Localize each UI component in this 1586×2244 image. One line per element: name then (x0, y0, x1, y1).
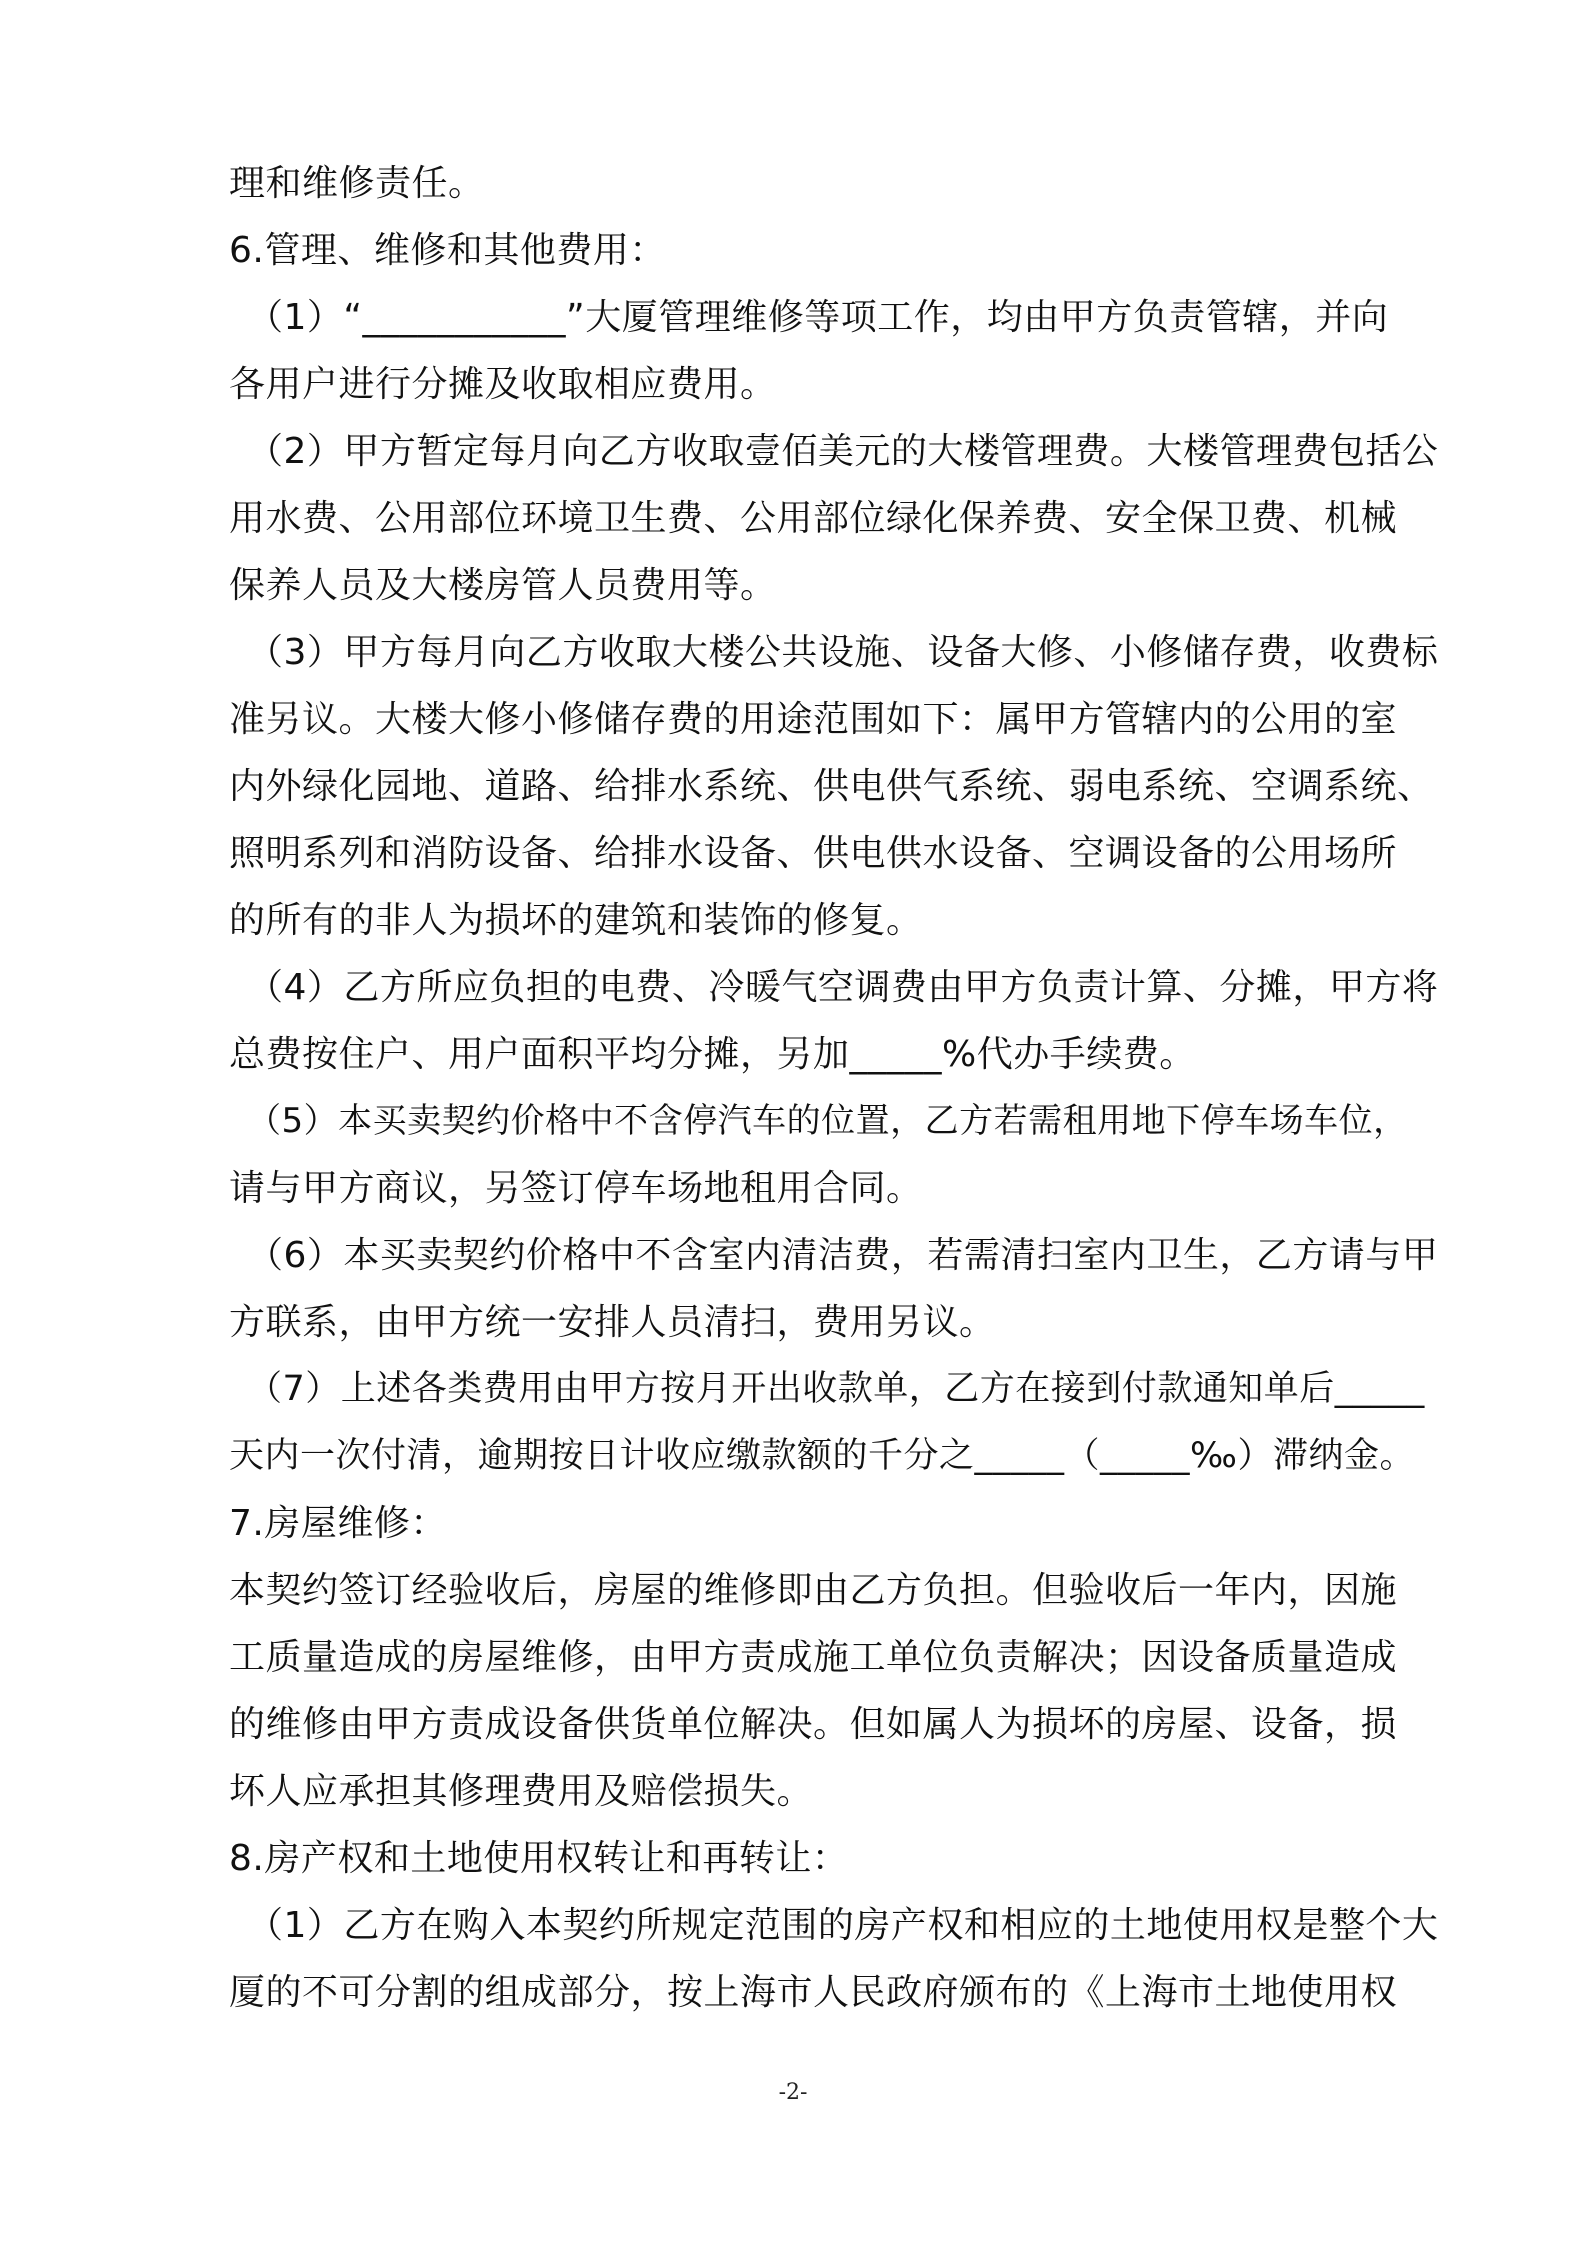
section-heading: 7.房屋维修： (229, 1503, 447, 1544)
text-line: 天内一次付清，逾期按日计收应缴款额的千分之_____（_____‰）滞纳金。 (229, 1436, 1415, 1476)
text-line: 理和维修责任。 (229, 163, 485, 204)
text-line: 坏人应承担其修理费用及赔偿损失。 (229, 1771, 814, 1812)
document-body (229, 150, 1439, 2026)
text-line: （7）上述各类费用由甲方按月开出收款单，乙方在接到付款通知单后_____ (247, 1369, 1425, 1409)
text-line: （2）甲方暂定每月向乙方收取壹佰美元的大楼管理费。大楼管理费包括公 (247, 431, 1439, 472)
text-line: 的所有的非人为损坏的建筑和装饰的修复。 (229, 900, 923, 941)
text-line: 保养人员及大楼房管人员费用等。 (229, 565, 777, 606)
text-line: 工质量造成的房屋维修，由甲方责成施工单位负责解决；因设备质量造成 (229, 1637, 1398, 1678)
text-line: （4）乙方所应负担的电费、冷暖气空调费由甲方负责计算、分摊，甲方将 (247, 967, 1439, 1008)
text-line: 方联系，由甲方统一安排人员清扫，费用另议。 (229, 1302, 996, 1343)
text-line: （1）“___________”大厦管理维修等项工作，均由甲方负责管辖，并向 (247, 297, 1389, 338)
text-line: 各用户进行分摊及收取相应费用。 (229, 364, 777, 405)
text-line: （1）乙方在购入本契约所规定范围的房产权和相应的土地使用权是整个大 (247, 1905, 1439, 1946)
text-line: 内外绿化园地、道路、给排水系统、供电供气系统、弱电系统、空调系统、 (229, 766, 1434, 807)
text-line: 厦的不可分割的组成部分，按上海市人民政府颁布的《上海市土地使用权 (229, 1972, 1398, 2013)
text-line: 用水费、公用部位环境卫生费、公用部位绿化保养费、安全保卫费、机械 (229, 498, 1398, 539)
text-line: 总费按住户、用户面积平均分摊，另加_____%代办手续费。 (229, 1034, 1196, 1075)
text-line: 的维修由甲方责成设备供货单位解决。但如属人为损坏的房屋、设备，损 (229, 1704, 1398, 1745)
page-number: -2- (778, 2080, 808, 2105)
text-line: 准另议。大楼大修小修储存费的用途范围如下：属甲方管辖内的公用的室 (229, 699, 1398, 740)
text-line: （3）甲方每月向乙方收取大楼公共设施、设备大修、小修储存费，收费标 (247, 632, 1439, 673)
section-heading: 8.房产权和土地使用权转让和再转让： (229, 1838, 849, 1879)
text-line: 请与甲方商议，另签订停车场地租用合同。 (229, 1168, 923, 1209)
text-line: （6）本买卖契约价格中不含室内清洁费，若需清扫室内卫生，乙方请与甲 (247, 1235, 1439, 1276)
text-line: 本契约签订经验收后，房屋的维修即由乙方负担。但验收后一年内，因施 (229, 1570, 1398, 1611)
text-line: （5）本买卖契约价格中不含停汽车的位置，乙方若需租用地下停车场车位， (247, 1101, 1408, 1141)
section-heading: 6.管理、维修和其他费用： (229, 230, 666, 271)
text-line: 照明系列和消防设备、给排水设备、供电供水设备、空调设备的公用场所 (229, 833, 1398, 874)
